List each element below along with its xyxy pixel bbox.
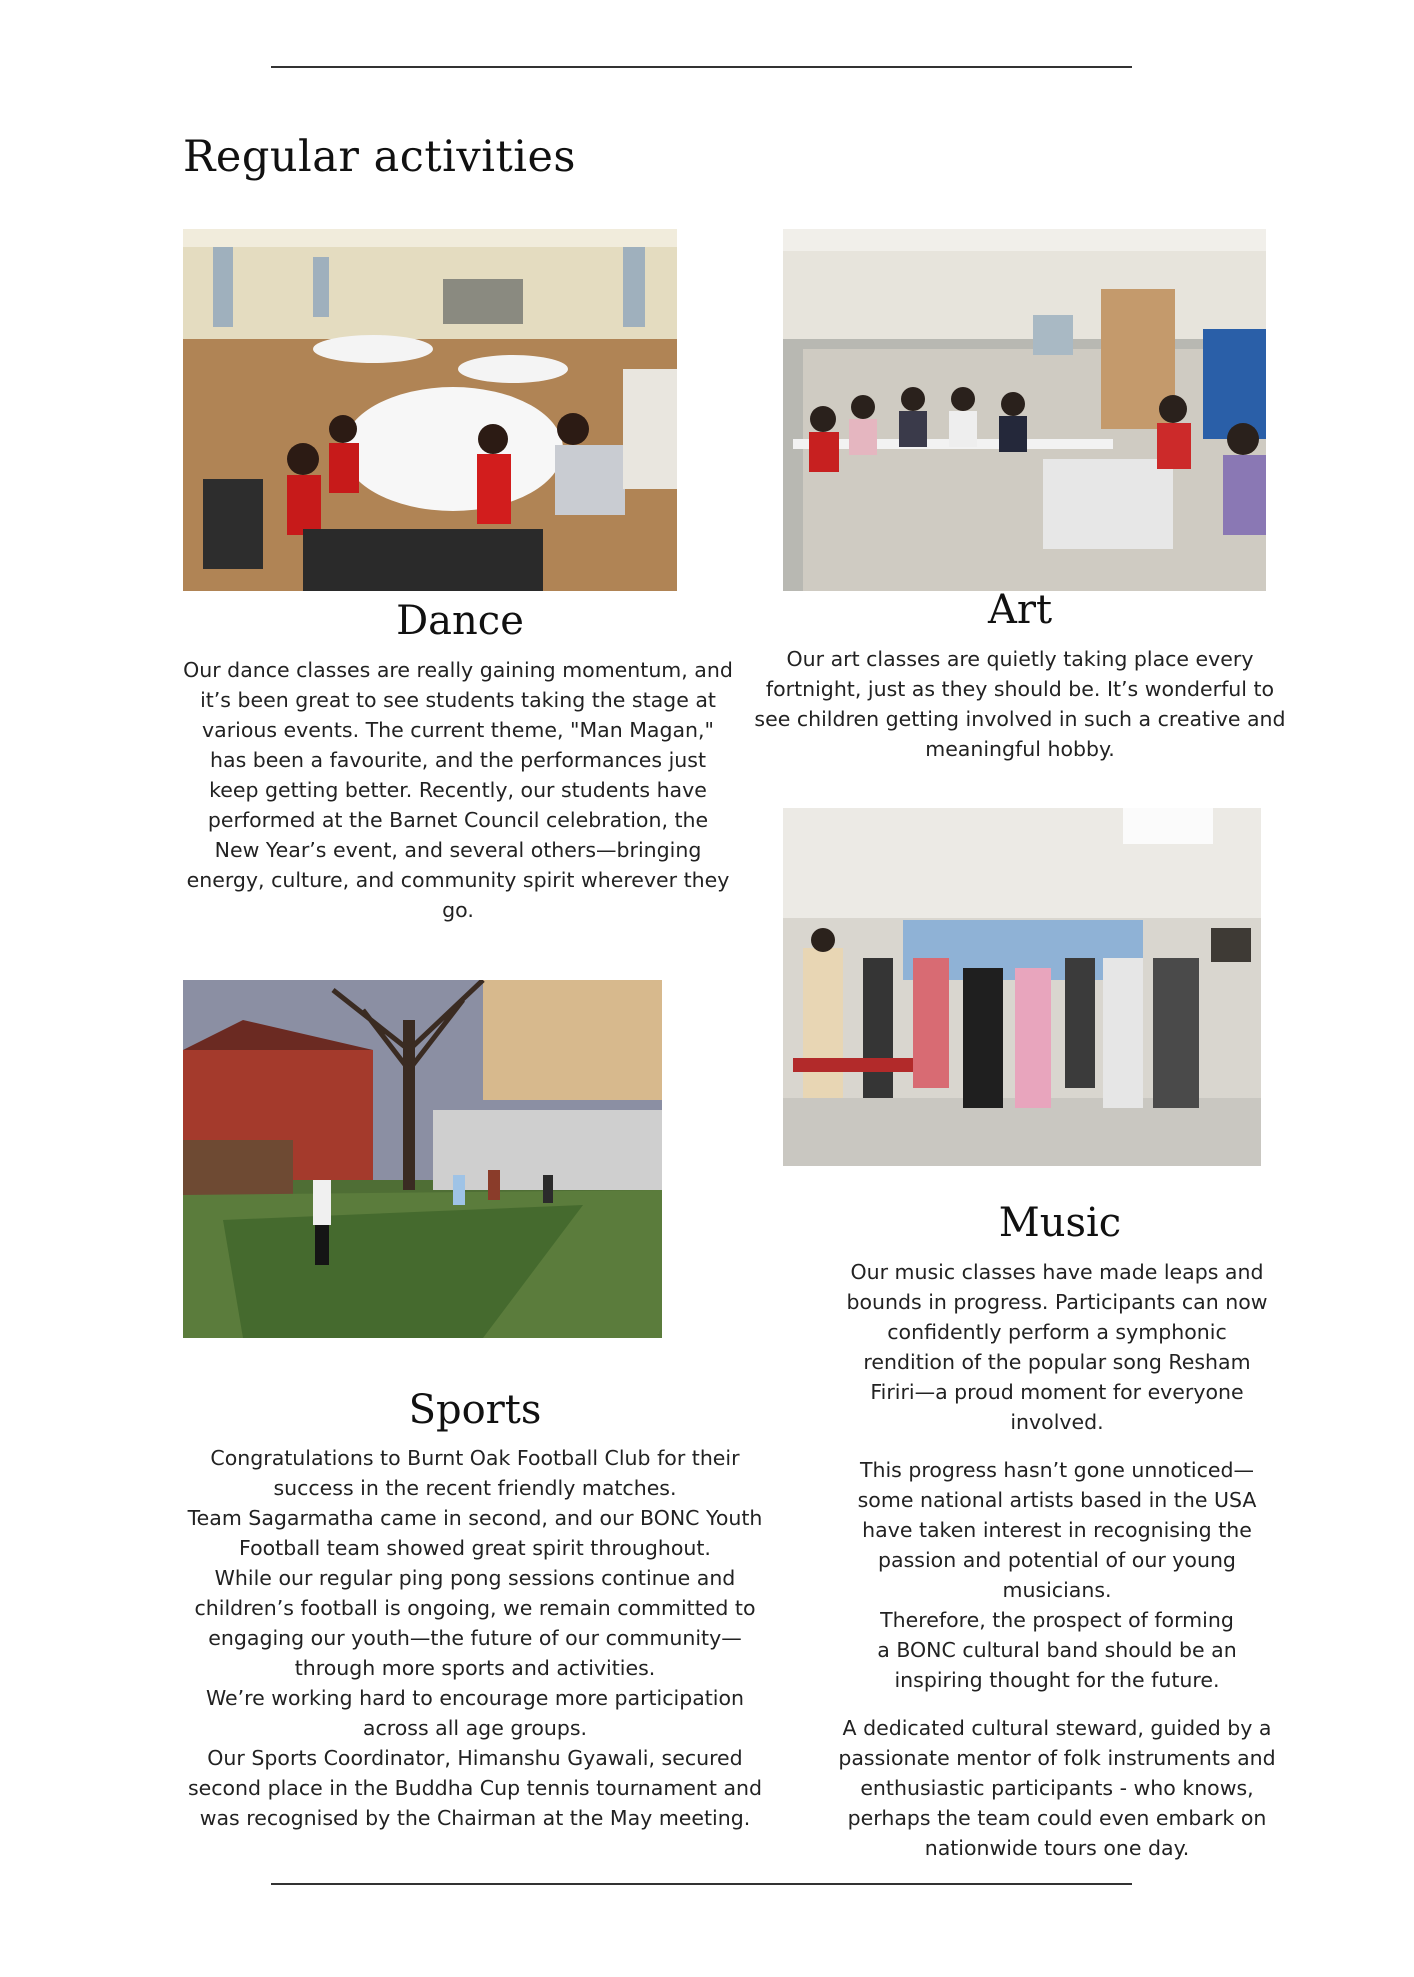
sports-paragraph-1: Congratulations to Burnt Oak Football Club for their success in the recent friendly matches.: [210, 1446, 740, 1500]
sports-paragraph-5: Our Sports Coordinator, Himanshu Gyawali, secured second place in the Buddha Cup tennis tournament and was recognised by the Chairman at the May meeting.: [187, 1746, 763, 1830]
dance-paragraph: Our dance classes are really gaining momentum, and it’s been great to see students taking the stage at various events. The current theme, "Man Magan," has been a favourite, and the performances just keep getting better. Recently, our students have performed at the Barnet Council celebration, the New Year’s event, and several others—bringing energy, culture, and community spirit wherever they go.: [183, 658, 733, 922]
music-paragraph-3: A dedicated cultural steward, guided by a passionate mentor of folk instruments and enthusiastic participants - who knows, perhaps the team could even embark on nationwide tours one day.: [838, 1716, 1276, 1860]
music-title: Music: [998, 1200, 1122, 1246]
page-title: Regular activities: [183, 132, 576, 182]
art-description: [750, 644, 1290, 764]
art-title: Art: [987, 587, 1053, 633]
sports-photo: [183, 980, 662, 1338]
bottom-divider: [271, 1883, 1132, 1885]
sports-paragraph-3: While our regular ping pong sessions continue and children’s football is ongoing, we remain committed to engaging our youth—the future of our community—through more sports and activities.: [194, 1566, 756, 1680]
sports-paragraph-4: We’re working hard to encourage more participation across all age groups.: [205, 1686, 745, 1740]
music-paragraph-2b: Therefore, the prospect of forming a BONC cultural band should be an inspiring thought for the future.: [877, 1608, 1237, 1692]
music-description: [812, 1257, 1302, 1863]
dance-description: [183, 655, 733, 925]
sports-paragraph-2: Team Sagarmatha came in second, and our BONC Youth Football team showed great spirit throughout.: [187, 1506, 763, 1560]
sports-title: Sports: [408, 1387, 542, 1433]
art-photo: [783, 229, 1266, 591]
music-photo: [783, 808, 1261, 1166]
music-paragraph-1: Our music classes have made leaps and bounds in progress. Participants can now confidently perform a symphonic rendition of the popular song Resham Firiri—a proud moment for everyone involved.: [846, 1260, 1268, 1434]
dance-photo: [183, 229, 677, 591]
art-paragraph: Our art classes are quietly taking place every fortnight, just as they should be. It’s wonderful to see children getting involved in such a creative and meaningful hobby.: [754, 647, 1286, 761]
dance-title: Dance: [396, 598, 524, 644]
music-paragraph-2a: This progress hasn’t gone unnoticed—some national artists based in the USA have taken interest in recognising the passion and potential of our young musicians.: [857, 1458, 1257, 1602]
sports-description: [180, 1443, 770, 1833]
top-divider: [271, 66, 1132, 68]
